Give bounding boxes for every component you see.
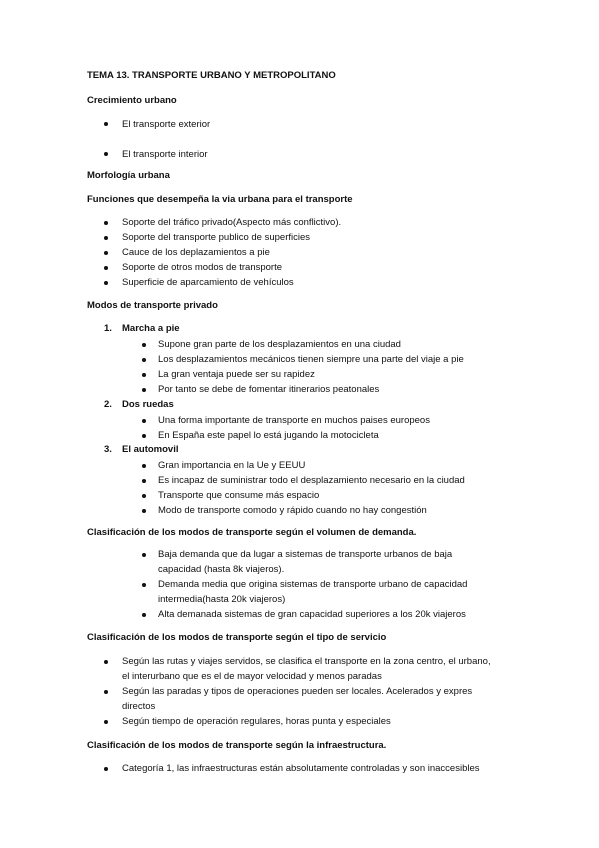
bullet-icon	[142, 373, 146, 377]
list-item-continued: el interurbano que es el de mayor velocidad y menos paradas	[122, 671, 382, 682]
list-item: La gran ventaja puede ser su rapidez	[158, 369, 315, 380]
list-item: Modo de transporte comodo y rápido cuando no hay congestión	[158, 505, 427, 516]
list-item: Superficie de aparcamiento de vehículos	[122, 277, 294, 288]
bullet-icon	[104, 767, 108, 771]
bullet-icon	[142, 553, 146, 557]
list-item: Supone gran parte de los desplazamientos en una ciudad	[158, 339, 401, 350]
list-item: El transporte interior	[122, 149, 208, 160]
list-item: Es incapaz de suministrar todo el desplazamiento necesario en la ciudad	[158, 475, 465, 486]
heading-crecimiento: Crecimiento urbano	[87, 95, 177, 106]
list-item: Alta demanada sistemas de gran capacidad superiores a los 20k viajeros	[158, 609, 466, 620]
bullet-icon	[104, 720, 108, 724]
list-item: Categoría 1, las infraestructuras están absolutamente controladas y son inaccesibles	[122, 763, 480, 774]
bullet-icon	[104, 266, 108, 270]
list-item: Soporte de otros modos de transporte	[122, 262, 283, 273]
bullet-icon	[104, 660, 108, 664]
list-item-continued: intermedia(hasta 20k viajeros)	[158, 594, 286, 605]
list-number: 2.	[104, 399, 112, 410]
list-item: Transporte que consume más espacio	[158, 490, 320, 501]
list-item: Baja demanda que da lugar a sistemas de transporte urbanos de baja	[158, 549, 453, 560]
heading-morfologia: Morfología urbana	[87, 170, 170, 181]
bullet-icon	[142, 494, 146, 498]
subheading-marcha-a-pie: Marcha a pie	[122, 323, 180, 334]
list-item: Por tanto se debe de fomentar itinerarios peatonales	[158, 384, 380, 395]
bullet-icon	[104, 152, 108, 156]
list-item: El transporte exterior	[122, 119, 211, 130]
list-item: Según las paradas y tipos de operaciones pueden ser locales. Acelerados y expres	[122, 686, 473, 697]
document-title: TEMA 13. TRANSPORTE URBANO Y METROPOLITANO	[87, 70, 336, 81]
list-item: Según las rutas y viajes servidos, se clasifica el transporte en la zona centro, el urbano,	[122, 656, 491, 667]
list-number: 1.	[104, 323, 112, 334]
bullet-icon	[142, 434, 146, 438]
bullet-icon	[104, 690, 108, 694]
list-number: 3.	[104, 444, 112, 455]
heading-clasif-infra: Clasificación de los modos de transporte según la infraestructura.	[87, 740, 387, 751]
heading-clasif-demanda: Clasificación de los modos de transporte según el volumen de demanda.	[87, 527, 417, 538]
bullet-icon	[104, 281, 108, 285]
bullet-icon	[142, 358, 146, 362]
list-item: Según tiempo de operación regulares, horas punta y especiales	[122, 716, 391, 727]
list-item: Gran importancia en la Ue y EEUU	[158, 460, 306, 471]
heading-modos-privado: Modos de transporte privado	[87, 300, 218, 311]
list-item: Soporte del transporte publico de superficies	[122, 232, 311, 243]
bullet-icon	[142, 583, 146, 587]
heading-funciones: Funciones que desempeña la via urbana para el transporte	[87, 194, 353, 205]
bullet-icon	[142, 343, 146, 347]
bullet-icon	[104, 236, 108, 240]
bullet-icon	[142, 464, 146, 468]
bullet-icon	[142, 613, 146, 617]
bullet-icon	[104, 251, 108, 255]
list-item: Una forma importante de transporte en muchos paises europeos	[158, 415, 430, 426]
list-item: Los desplazamientos mecánicos tienen siempre una parte del viaje a pie	[158, 354, 464, 365]
bullet-icon	[142, 509, 146, 513]
list-item: Demanda media que origina sistemas de transporte urbano de capacidad	[158, 579, 468, 590]
bullet-icon	[142, 479, 146, 483]
heading-clasif-servicio: Clasificación de los modos de transporte según el tipo de servicio	[87, 632, 387, 643]
bullet-icon	[142, 388, 146, 392]
list-item: Soporte del tráfico privado(Aspecto más conflictivo).	[122, 217, 342, 228]
list-item: Cauce de los deplazamientos a pie	[122, 247, 270, 258]
bullet-icon	[142, 419, 146, 423]
subheading-automovil: El automovil	[122, 444, 179, 455]
bullet-icon	[104, 122, 108, 126]
list-item: En España este papel lo está jugando la motocicleta	[158, 430, 379, 441]
list-item-continued: capacidad (hasta 8k viajeros).	[158, 564, 285, 575]
subheading-dos-ruedas: Dos ruedas	[122, 399, 174, 410]
list-item-continued: directos	[122, 701, 156, 712]
bullet-icon	[104, 221, 108, 225]
